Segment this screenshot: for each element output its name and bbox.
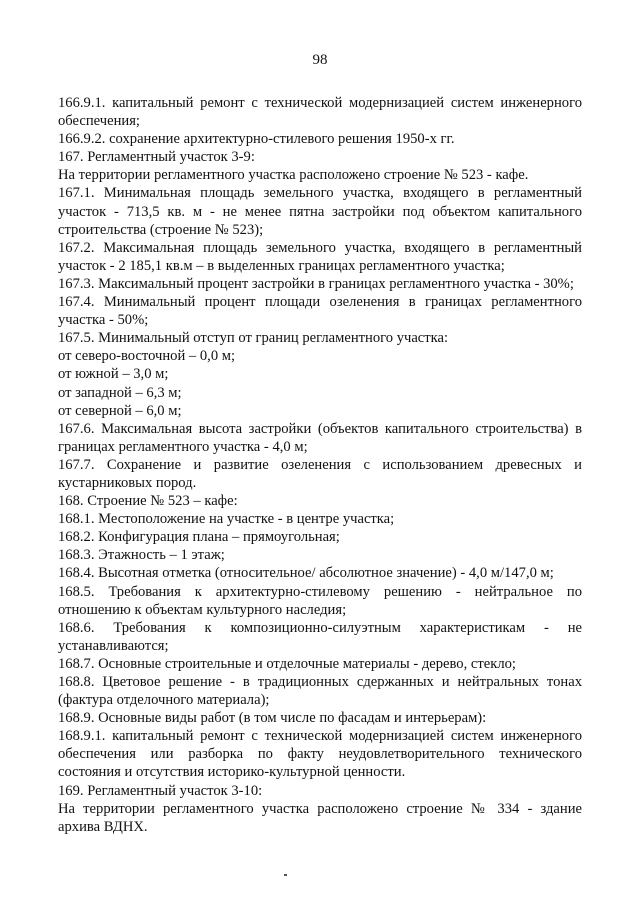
paragraph-168-7: 168.7. Основные строительные и отделочные материалы - дерево, стекло; <box>58 655 516 672</box>
setback-north: от северной – 6,0 м; <box>58 402 182 419</box>
scan-artifact-dot <box>284 874 287 876</box>
paragraph-167-5: 167.5. Минимальный отступ от границ регламентного участка: <box>58 330 449 347</box>
paragraph-167-4: 167.4. Минимальный процент площади озеленения в границах регламентного участка - 50%; <box>58 294 582 329</box>
setback-west: от западной – 6,3 м; <box>58 384 182 401</box>
paragraph-168-9-1: 168.9.1. капитальный ремонт с технической модернизацией систем инженерного обеспечения или разборка по факту неудовлетворительного технического состояния и отсутствия историко-культурной ценности. <box>58 728 582 781</box>
paragraph-168-8: 168.8. Цветовое решение - в традиционных сдержанных и нейтральных тонах (фактура отделочного материала); <box>58 674 582 709</box>
paragraph-168-2: 168.2. Конфигурация плана – прямоугольная; <box>58 529 340 546</box>
section-heading-168: 168. Строение № 523 – кафе: <box>58 493 238 510</box>
paragraph-167-1: 167.1. Минимальная площадь земельного участка, входящего в регламентный участок - 713,5 кв. м - не менее пятна застройки под объектом капитального строительства (строение № 523); <box>58 185 582 238</box>
paragraph-168-4: 168.4. Высотная отметка (относительное/ абсолютное значение) - 4,0 м/147,0 м; <box>58 565 554 582</box>
paragraph-167-intro: На территории регламентного участка расположено строение № 523 - кафе. <box>58 167 529 184</box>
page-number: 98 <box>312 52 328 68</box>
paragraph-168-9: 168.9. Основные виды работ (в том числе по фасадам и интерьерам): <box>58 710 487 727</box>
paragraph-168-6: 168.6. Требования к композиционно-силуэтным характеристикам - не устанавливаются; <box>58 619 582 654</box>
paragraph-167-3: 167.3. Максимальный процент застройки в границах регламентного участка - 30%; <box>58 275 574 292</box>
paragraph-167-7: 167.7. Сохранение и развитие озеленения с использованием древесных и кустарниковых пород. <box>58 456 582 491</box>
paragraph-168-3: 168.3. Этажность – 1 этаж; <box>58 547 225 564</box>
paragraph-167-6: 167.6. Максимальная высота застройки (объектов капитального строительства) в границах регламентного участка - 4,0 м; <box>58 420 582 455</box>
section-heading-167: 167. Регламентный участок 3-9: <box>58 149 255 166</box>
paragraph-166-9-2: 166.9.2. сохранение архитектурно-стилевого решения 1950-х гг. <box>58 131 455 148</box>
section-heading-169: 169. Регламентный участок 3-10: <box>58 782 263 799</box>
setback-northeast: от северо-восточной – 0,0 м; <box>58 348 236 365</box>
paragraph-167-2: 167.2. Максимальная площадь земельного участка, входящего в регламентный участок - 2 185,1 кв.м – в выделенных границах регламентного участка; <box>58 239 582 274</box>
paragraph-166-9-1: 166.9.1. капитальный ремонт с технической модернизацией систем инженерного обеспечения; <box>58 95 582 130</box>
paragraph-168-5: 168.5. Требования к архитектурно-стилевому решению - нейтральное по отношению к объектам культурного наследия; <box>58 583 582 618</box>
paragraph-169-intro: На территории регламентного участка расположено строение № 334 - здание архива ВДНХ. <box>58 800 582 835</box>
paragraph-168-1: 168.1. Местоположение на участке - в центре участка; <box>58 511 395 528</box>
document-body <box>58 94 582 836</box>
setback-south: от южной – 3,0 м; <box>58 366 169 383</box>
